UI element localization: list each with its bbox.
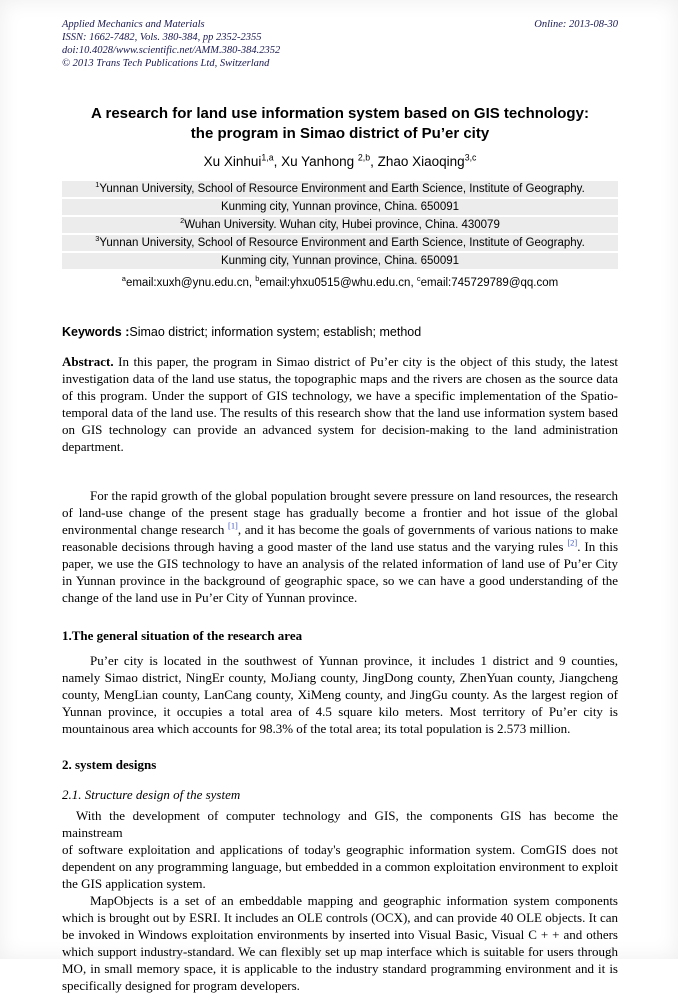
section-1-paragraph: Pu’er city is located in the southwest of Yunnan province, it includes 1 district and 9 counties, namely Simao district, NingEr county, MoJiang county, JingDong county, ZhenYuan county, Jiangcheng county, MengLian county, LanCang county, XiMeng county, and JingGu county. As the largest region of Yunnan province, it occupies a total area of 4.5 square kilo meters. Most territory of Pu’er city is mountainous area which accounts for 98.3% of the total area; its total population is 2.573 million. [62, 652, 618, 736]
email-sup-c: c [416, 273, 421, 283]
section-2-1-paragraph-1a: With the development of computer technology and GIS, the components GIS has become the mainstream [62, 807, 618, 840]
affiliations-block [62, 181, 618, 269]
paper-title [62, 104, 618, 144]
authors-line [62, 154, 618, 169]
email-sup-b: b [255, 273, 260, 283]
keywords-text: Simao district; information system; establish; method [129, 324, 422, 339]
affiliation-3-sup: 3 [95, 233, 100, 243]
paper-title-line1: A research for land use information system based on GIS technology: [91, 105, 589, 122]
affiliation-2-sup: 2 [180, 215, 185, 225]
keywords-line [62, 325, 618, 339]
affiliation-1-text: Yunnan University, School of Resource Environment and Earth Science, Institute of Geography. [99, 182, 585, 195]
affiliation-3-line-1 [62, 235, 618, 251]
abstract-label: Abstract. [62, 353, 114, 369]
introduction-paragraph [62, 487, 618, 606]
journal-copyright: © 2013 Trans Tech Publications Ltd, Switzerland [62, 58, 270, 69]
abstract-text: In this paper, the program in Simao district of Pu’er city is the object of this study, the latest investigation data of the land use status, the topographic maps and the rivers are chosen as the source data of this program. Under the support of GIS technology, we have a specific implementation of the Spatio-temporal data of the land use. The results of this research show that the land use information system based on GIS technology can provide an advanced system for decision-making to the land administration department. [62, 353, 618, 454]
affiliation-1-line-2 [62, 199, 618, 215]
email-c: email:745729789@qq.com [420, 276, 559, 289]
affiliation-1-sup: 1 [95, 179, 100, 189]
journal-doi: doi:10.4028/www.scientific.net/AMM.380-384.2352 [62, 45, 281, 56]
affiliation-2-text: Wuhan University. Wuhan city, Hubei province, China. 430079 [184, 218, 500, 231]
author-separator: , [370, 153, 378, 169]
citation-ref-2[interactable]: [2] [567, 537, 578, 548]
online-date: Online: 2013-08-30 [534, 19, 618, 30]
keywords-label: Keywords : [62, 324, 130, 339]
paper-title-line2: the program in Simao district of Pu’er city [190, 124, 490, 142]
author-sup-2: 2,b [357, 152, 371, 163]
affiliation-3-text-2: Kunming city, Yunnan province, China. 650091 [220, 254, 460, 267]
author-name-3: Zhao Xiaoqing [377, 153, 465, 169]
section-2-1-paragraph-1b: of software exploitation and applications of today's geographic information system. ComGIS does not dependent on any programming language, but embedded in a common exploitation environment to exploit the GIS application system. [62, 841, 618, 891]
author-emails [62, 273, 618, 289]
intro-text-2: , and it has become the goals of governments of various nations to make reasonable decisions through having a good master of the land use status and the varying rules [62, 521, 618, 554]
email-sup-a: a [121, 273, 126, 283]
affiliation-2-line-1 [62, 217, 618, 233]
section-2-1-heading: 2.1. Structure design of the system [62, 786, 241, 802]
section-1-heading: 1.The general situation of the research area [62, 627, 303, 643]
affiliation-3-line-2 [62, 253, 618, 269]
section-2-heading: 2. system designs [62, 756, 157, 772]
email-a: email:xuxh@ynu.edu.cn, [125, 276, 256, 289]
author-name-1: Xu Xinhui [203, 153, 262, 169]
email-b: email:yhxu0515@whu.edu.cn, [259, 276, 417, 289]
author-sup-3: 3,c [464, 152, 477, 163]
affiliation-1-line-1 [62, 181, 618, 197]
abstract-paragraph [62, 353, 618, 455]
journal-title: Applied Mechanics and Materials [62, 19, 205, 30]
journal-header [62, 18, 618, 70]
intro-text-1: For the rapid growth of the global population brought severe pressure on land resources, the research of land-use change of the present stage has gradually become a frontier and hot issue of the global environmental change research [62, 487, 618, 537]
intro-text-3: . In this paper, we use the GIS technology to have an analysis of the related information of land use of Pu’er City in Yunnan province in the background of geographic space, so we can have a good understanding of the change of the land use in Pu’er City of Yunnan province. [62, 538, 618, 605]
journal-issn: ISSN: 1662-7482, Vols. 380-384, pp 2352-2355 [62, 32, 262, 43]
affiliation-3-text: Yunnan University, School of Resource Environment and Earth Science, Institute of Geography. [99, 236, 585, 249]
affiliation-1-text-2: Kunming city, Yunnan province, China. 650091 [220, 200, 460, 213]
section-2-1-paragraph-2: MapObjects is a set of an embeddable mapping and geographic information system components which is brought out by ESRI. It includes an OLE controls (OCX), and can provide 40 OLE objects. It can be invoked in Windows exploitation environments by inserted into Visual Basic, Visual C + + and others which support industry-standard. We can flexibly set up map interface which is suitable for users through MO, in small memory space, it is applicable to the industry standard programming environment and it is specifically designed for program developers. [62, 892, 618, 993]
author-name-2: Xu Yanhong [281, 153, 358, 169]
author-sup-1: 1,a [261, 152, 274, 163]
journal-info [62, 18, 280, 70]
author-separator: , [273, 153, 282, 169]
citation-ref-1[interactable]: [1] [228, 520, 238, 531]
